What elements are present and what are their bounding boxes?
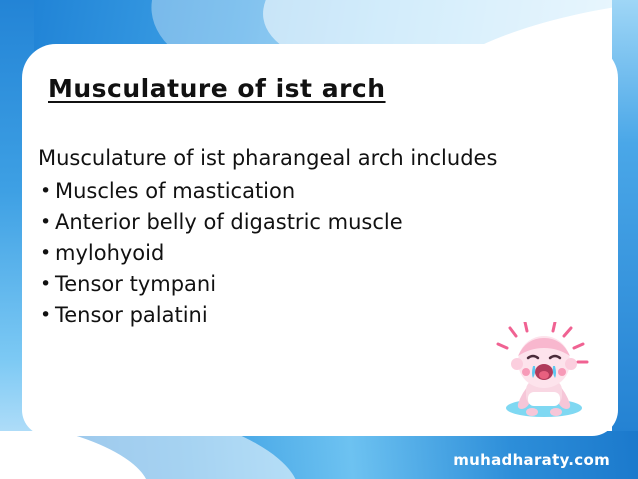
bullet-marker-icon: • xyxy=(40,304,52,326)
bullet-marker-icon: • xyxy=(40,211,52,233)
bullet-marker-icon: • xyxy=(40,180,52,202)
list-item xyxy=(38,176,578,207)
list-item xyxy=(38,238,578,269)
list-item-label: mylohyoid xyxy=(55,241,165,265)
footer-watermark: muhadharaty.com xyxy=(453,451,610,469)
list-item-label: Muscles of mastication xyxy=(55,179,296,203)
bullet-marker-icon: • xyxy=(40,242,52,264)
list-item-label: Anterior belly of digastric muscle xyxy=(55,210,403,234)
slide-bullet-list xyxy=(38,176,578,331)
bullet-marker-icon: • xyxy=(40,273,52,295)
crying-baby-clipart xyxy=(486,322,598,422)
slide-body xyxy=(38,143,578,331)
slide-lead-text: Musculature of ist pharangeal arch includes xyxy=(38,146,498,170)
list-item-label: Tensor palatini xyxy=(55,303,208,327)
slide-title: Musculature of ist arch xyxy=(48,74,386,103)
list-item-label: Tensor tympani xyxy=(55,272,217,296)
list-item xyxy=(38,269,578,300)
list-item xyxy=(38,207,578,238)
